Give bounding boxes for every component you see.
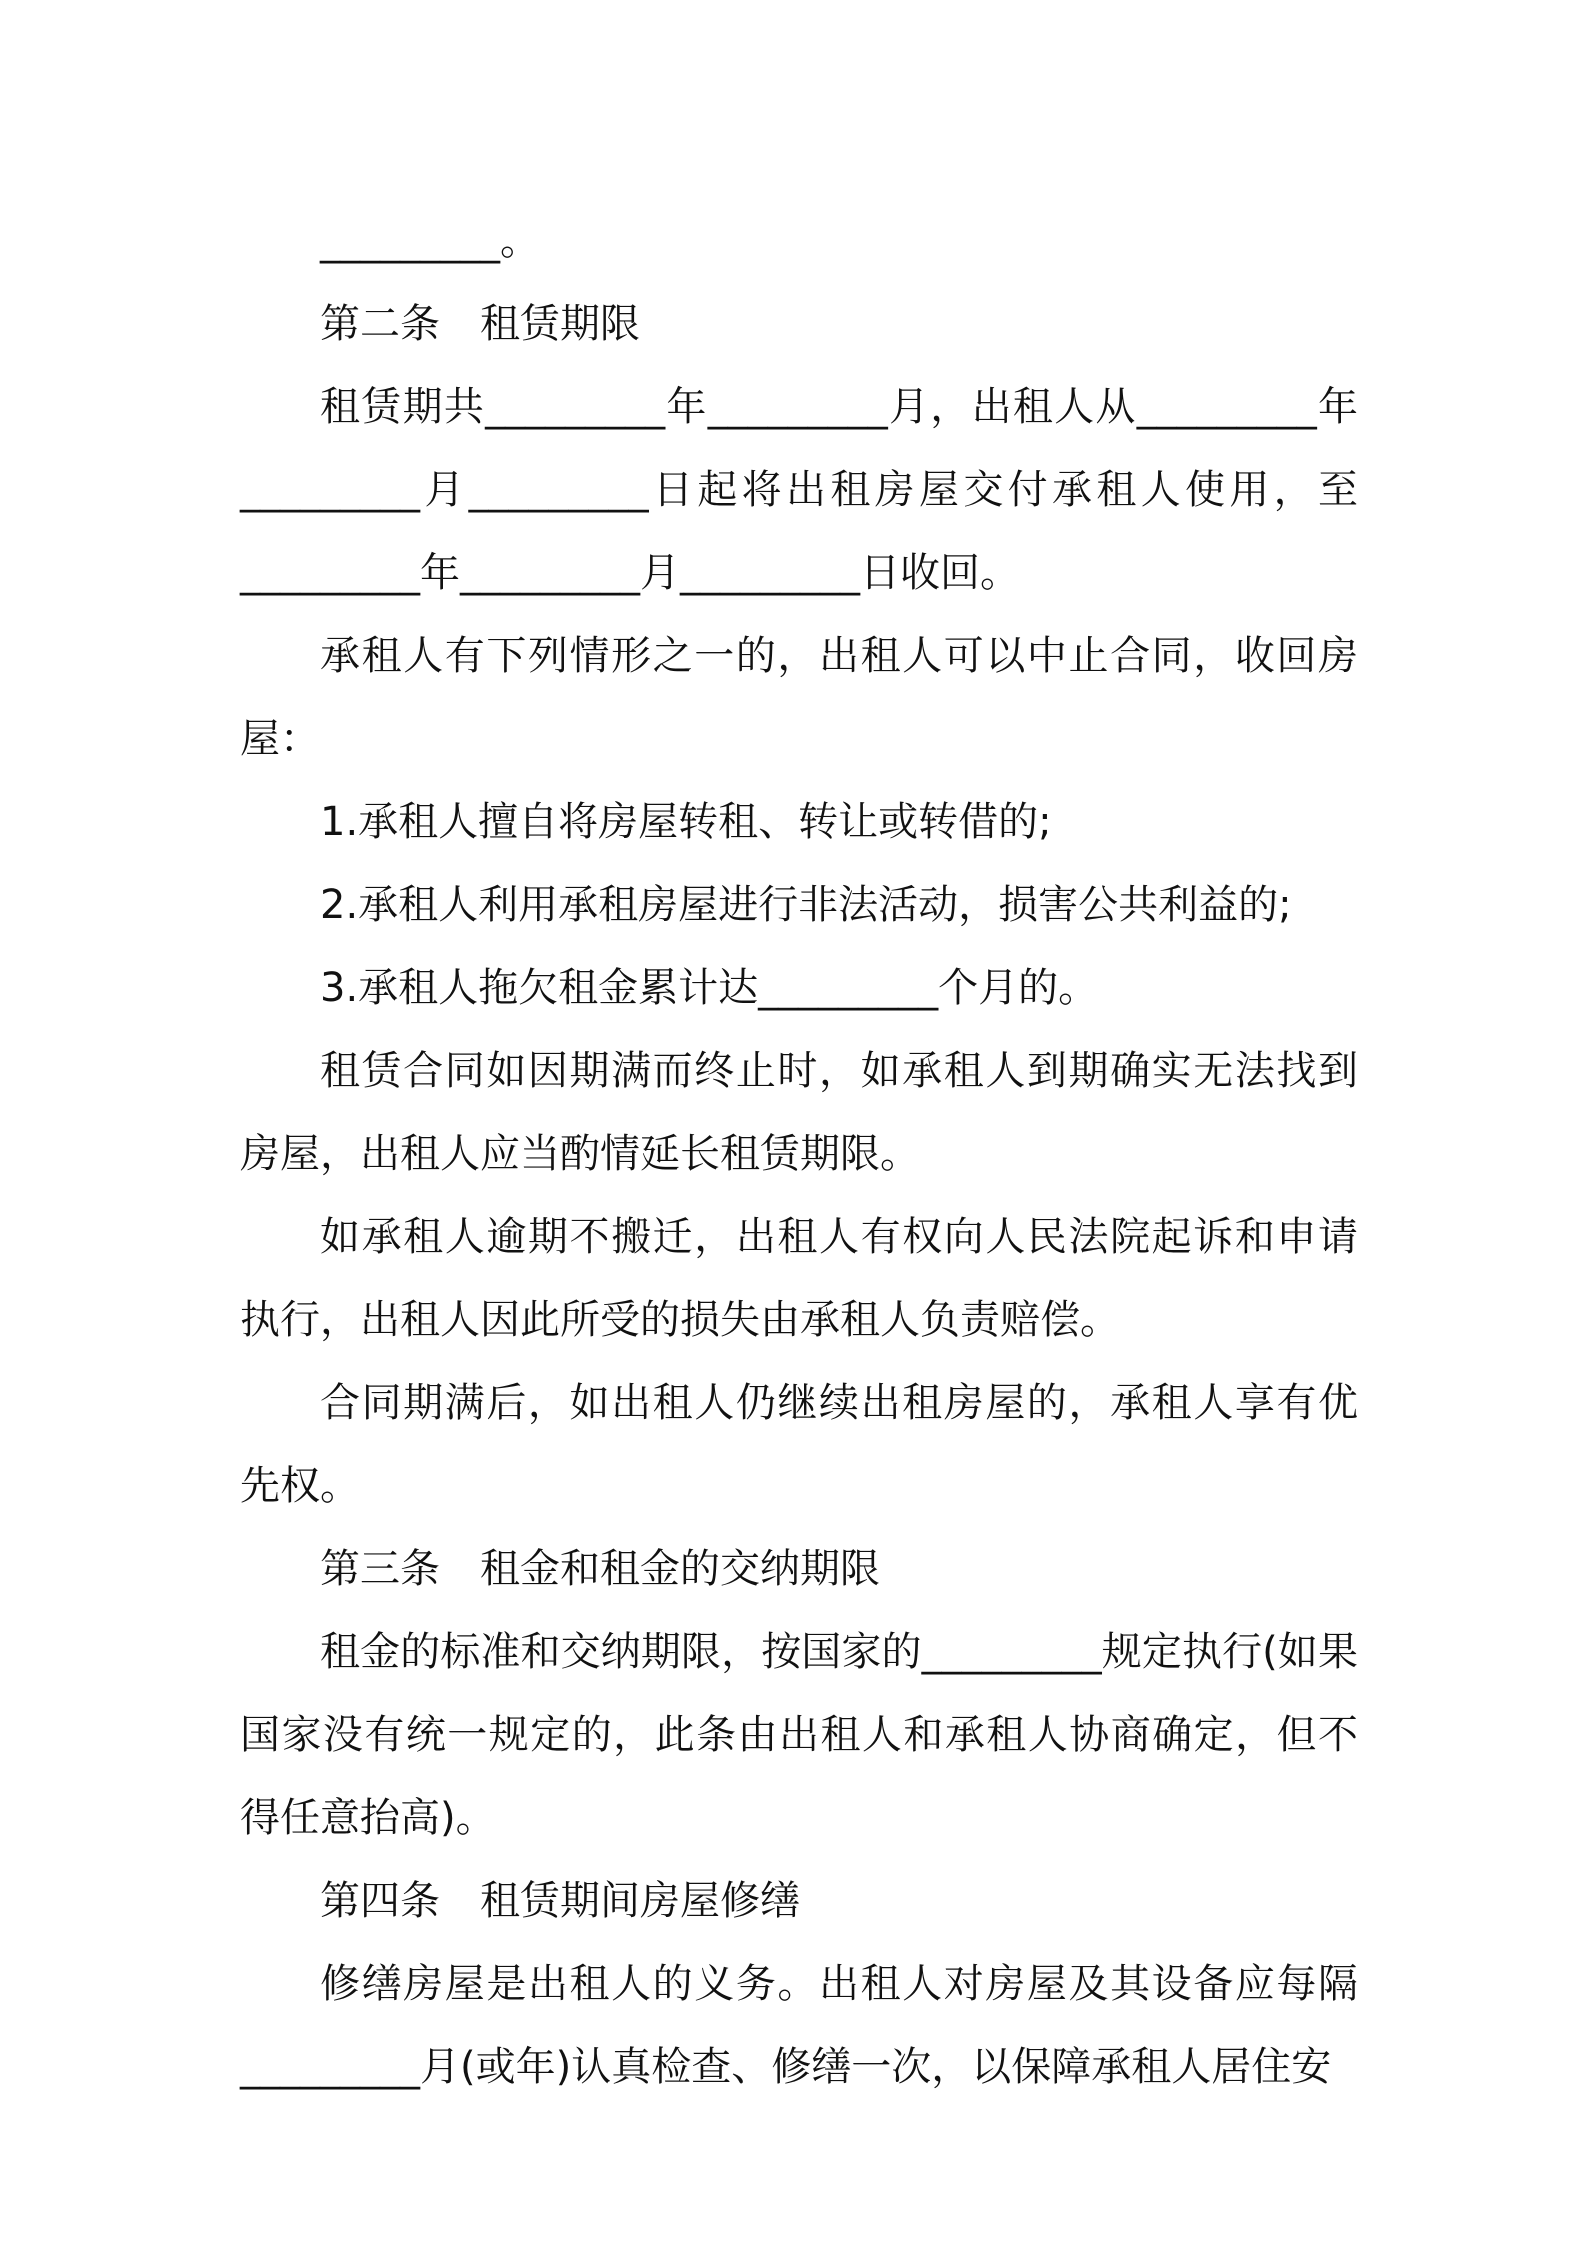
priority-right-paragraph: 合同期满后，如出租人仍继续出租房屋的，承租人享有优先权。: [240, 1380, 1358, 1509]
article-4-heading: 第四条 租赁期间房屋修缮: [320, 1878, 800, 1924]
paragraph-blank-end: _________。: [320, 218, 540, 264]
termination-conditions-paragraph: 承租人有下列情形之一的，出租人可以中止合同，收回房屋：: [240, 633, 1358, 762]
lease-extension-paragraph: 租赁合同如因期满而终止时，如承租人到期确实无法找到房屋，出租人应当酌情延长租赁期限。: [240, 1048, 1358, 1177]
document-body: [240, 200, 1358, 2109]
condition-item-1: 1.承租人擅自将房屋转租、转让或转借的;: [320, 799, 1052, 845]
rent-standard-paragraph: 租金的标准和交纳期限，按国家的_________规定执行(如果国家没有统一规定的，此条由出租人和承租人协商确定，但不得任意抬高)。: [240, 1629, 1358, 1841]
repair-duty-paragraph: 修缮房屋是出租人的义务。出租人对房屋及其设备应每隔_________月(或年)认真检查、修缮一次，以保障承租人居住安: [240, 1961, 1358, 2090]
condition-item-3: 3.承租人拖欠租金累计达_________个月的。: [320, 965, 1099, 1011]
overdue-eviction-paragraph: 如承租人逾期不搬迁，出租人有权向人民法院起诉和申请执行，出租人因此所受的损失由承租人负责赔偿。: [240, 1214, 1358, 1343]
article-3-heading: 第三条 租金和租金的交纳期限: [320, 1546, 880, 1592]
article-2-heading: 第二条 租赁期限: [320, 301, 640, 347]
lease-term-paragraph: 租赁期共_________年_________月，出租人从_________年_________月_________日起将出租房屋交付承租人使用，至_________年_________月_________日收回。: [240, 384, 1358, 596]
condition-item-2: 2.承租人利用承租房屋进行非法活动，损害公共利益的;: [320, 882, 1292, 928]
